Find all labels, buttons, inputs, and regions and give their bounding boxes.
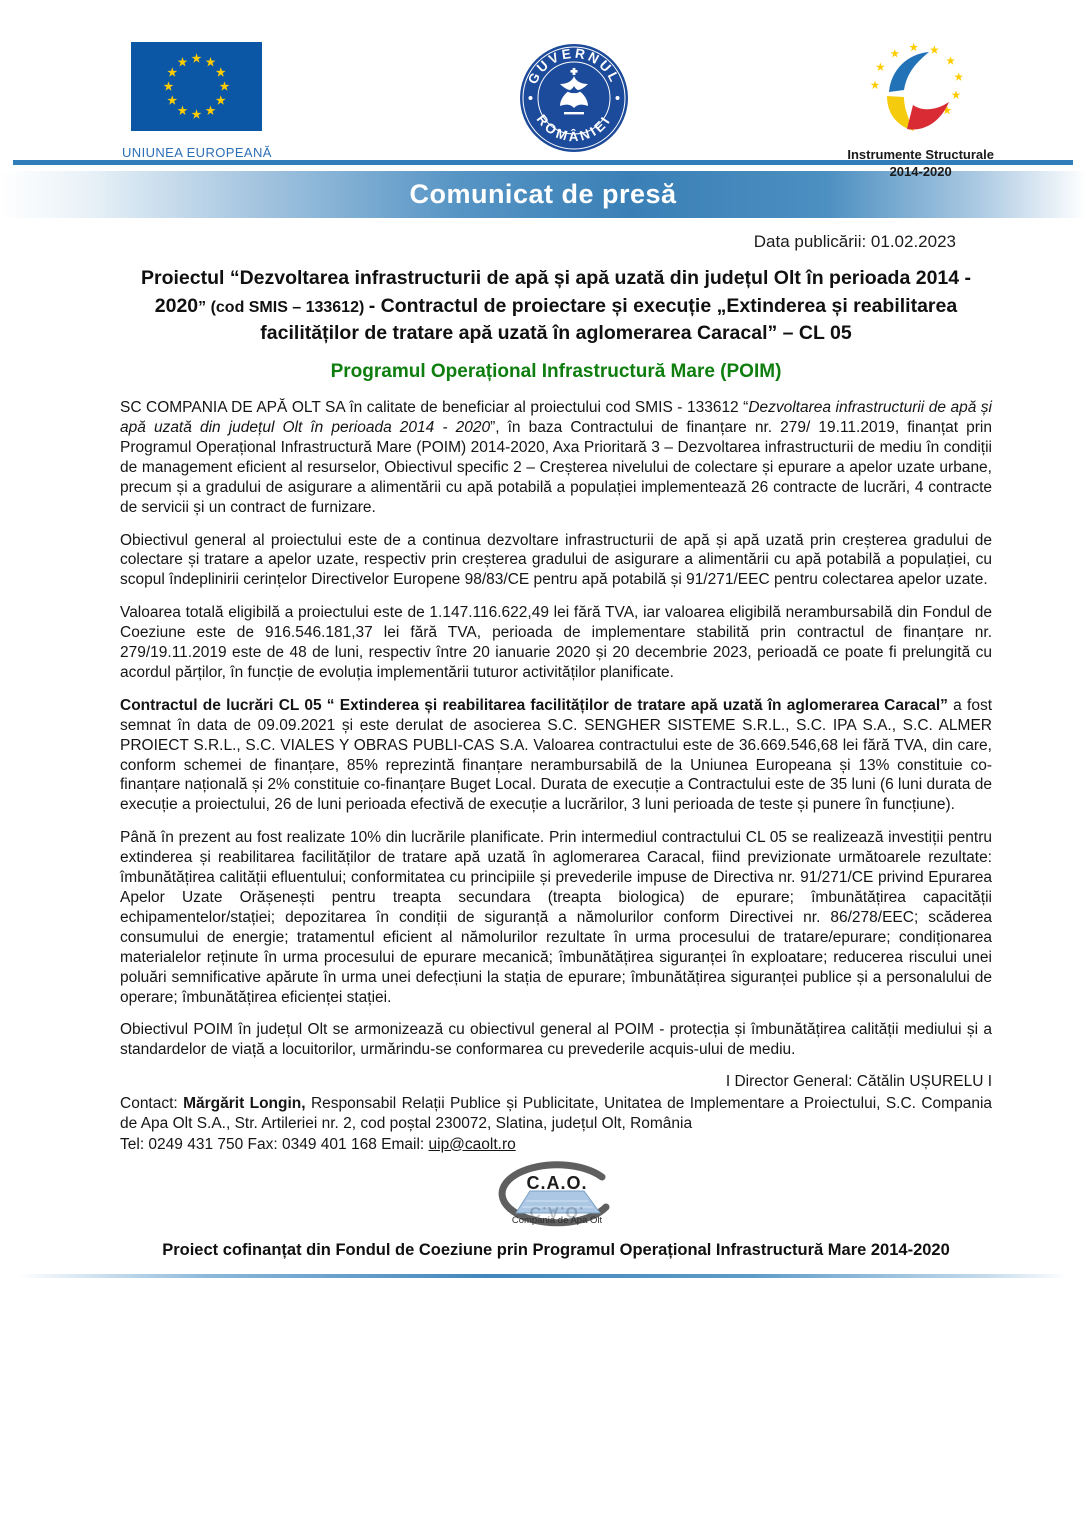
structural-instruments-label: Instrumente Structurale 2014-2020: [847, 147, 994, 179]
program-subtitle: Programul Operațional Infrastructură Mare (POIM): [330, 361, 782, 383]
bottom-divider: [18, 1274, 1068, 1278]
contact-phone-fax: Tel: 0249 431 750 Fax: 0349 401 168 Email:: [120, 1135, 429, 1153]
eu-logo: [122, 42, 272, 160]
eu-logo-label: UNIUNEA EUROPEANĂ: [122, 145, 272, 160]
svg-text:C.A.O.: C.A.O.: [529, 1202, 585, 1220]
director-signature: I Director General: Cătălin UȘURELU I: [725, 1073, 992, 1091]
cao-logo: [120, 1161, 992, 1233]
paragraph-block: [120, 398, 992, 1060]
structural-instruments-icon: [857, 42, 985, 140]
gov-romania-seal-icon: [518, 42, 630, 154]
body-paragraph: Obiectivul POIM în județul Olt se armonizează cu obiectivul general al POIM - protecția și îmbunătățirea calității mediului și a standardelor de viață a locuitorilor, urmărindu-se conformarea cu prevederile acquis-ului de mediu.: [120, 1021, 992, 1059]
cofinancing-footer: Proiect cofinanțat din Fondul de Coeziune prin Programul Operațional Infrastructură Mare 2014-2020: [162, 1240, 950, 1259]
body-paragraph: Valoarea totală eligibilă a proiectului este de 1.147.116.622,49 lei fără TVA, iar valoarea eligibilă nerambursabilă din Fondul de Coeziune este de 916.546.181,37 lei fără TVA, perioada de implementare stabilită prin contractul de finanțare nr. 279/19.11.2019 este de 48 de luni, respectiv între 20 ianuarie 2020 și 20 decembrie 2023, perioadă ce poate fi prelungită cu acordul părților, în funcție de evoluția implementării tuturor activităților planificate.: [120, 604, 992, 681]
structural-instruments-logo: [847, 42, 994, 181]
svg-text:GUVERNUL: GUVERNUL: [524, 45, 623, 87]
body-paragraph: SC COMPANIA DE APĂ OLT SA în calitate de beneficiar al proiectului cod SMIS - 133612 “Dezvoltarea infrastructurii de apă și apă uzată din județul Olt în perioada 2014 - 2020”, în baza Contractului de finanțare nr. 279/ 19.11.2019, finanțat prin Programul Operațional Infrastructură Mare (POIM) 2014-2020, Axa Prioritară 3 – Dezvoltarea infrastructurii de mediu în condiții de management eficient al resurselor, Obiectivul specific 2 – Creșterea nivelului de colectare și epurare a apelor uzate urbane, precum și a gradului de asigurare a alimentării cu apă potabilă a populației implementează 26 contracte de lucrări, 4 contracte de servicii și un contract de furnizare.: [120, 399, 992, 516]
press-banner-title: Comunicat de presă: [409, 179, 677, 209]
document-title: Proiectul “Dezvoltarea infrastructurii de apă și apă uzată din județul Olt în perioada 2014 - 2020” (cod SMIS – 133612) - Contractul de proiectare și execuție „Extinderea și reabilitarea facilităților de tratare apă uzată în aglomerarea Caracal” – CL 05: [140, 267, 972, 345]
gov-logo: [518, 42, 630, 159]
svg-text:C.A.O.: C.A.O.: [526, 1172, 588, 1193]
publish-date: Data publicării: 01.02.2023: [753, 232, 956, 251]
email-link[interactable]: uip@caolt.ro: [428, 1135, 516, 1153]
contact-line: Contact: Mărgărit Longin, Responsabil Relații Publice și Publicitate, Unitatea de Implementare a Proiectului, S.C. Compania de Apa Olt S.A., Str. Artileriei nr. 2, cod poștal 230072, Slatina, județul Olt, România: [120, 1095, 993, 1133]
svg-text:Compania de Apa Olt: Compania de Apa Olt: [511, 1214, 603, 1226]
body-paragraph: Până în prezent au fost realizate 10% din lucrările planificate. Prin intermediul contractului CL 05 se realizează investiții pentru extinderea și reabilitarea facilităților de tratare apă uzată în aglomerarea Caracal, fiind previzionate următoarele rezultate: îmbunătățirea calității efluentului; conformitatea cu principiile și prevederile impuse de Directiva nr. 91/271/CE privind Epurarea Apelor Uzate Orășenești pentru treapta secundara (treapta biologica) de epurare; îmbunătățirea capacității echipamentelor/stației; depozitarea în condiții de siguranță a nămolurilor conform Directivei nr. 86/278/EEC; scăderea consumului de energie; tratamentul eficient al nămolurilor rezultate în urma procesului de tratare/epurare; condiționarea materialelor reținute în urma procesului de epurare mecanică; îmbunătățirea siguranței în exploatare; reducerea riscului unei poluări semnificative apărute în urma unei defecțiuni la stația de epurare; îmbunătățirea siguranței publice și a personalului de operare; îmbunătățirea eficienței stației.: [120, 829, 992, 1006]
cao-company-icon: [480, 1161, 632, 1233]
logo-row: [0, 0, 1086, 179]
svg-text:ROMÂNIEI: ROMÂNIEI: [533, 111, 614, 145]
body-paragraph: Obiectivul general al proiectului este de a continua dezvoltare infrastructurii de apă și apă uzată prin creșterea gradului de colectare și tratare a apelor uzate, respectiv prin creșterea gradului de asigurare a alimentării cu apă potabilă a populației, cu scopul îndeplinirii cerințelor Directivelor Europene 98/83/CE pentru apă potabilă și 91/271/EEC pentru colectarea apelor uzate.: [120, 531, 992, 589]
eu-flag-icon: [131, 42, 262, 131]
body-paragraph: Contractul de lucrări CL 05 “ Extinderea și reabilitarea facilităților de tratare apă uzată în aglomerarea Caracal” a fost semnat în data de 09.09.2021 și este derulat de asocierea S.C. SENGHER SISTEME S.R.L., S.C. IPA S.A., S.C. ALMER PROIECT S.R.L., S.C. VIALES Y OBRAS PUBLI-CAS S.A. Valoarea contractului este de 36.669.546,68 lei fără TVA, din care, conform schemei de finanțare, 85% reprezintă finanțare nerambursabilă de la Uniunea Europeana și 13% constituie co-finanțare națională și 2% constituie co-finanțare Buget Local. Durata de execuție a Contractului este de 35 luni (6 luni durata de execuție a proiectului, 26 de luni perioada efectivă de execuție a lucrărilor, 3 luni perioada de teste și punere în funcțiune).: [120, 696, 992, 814]
contact-block: [120, 1094, 992, 1154]
document-body: [0, 232, 1086, 1260]
contact-line: [120, 1135, 992, 1155]
